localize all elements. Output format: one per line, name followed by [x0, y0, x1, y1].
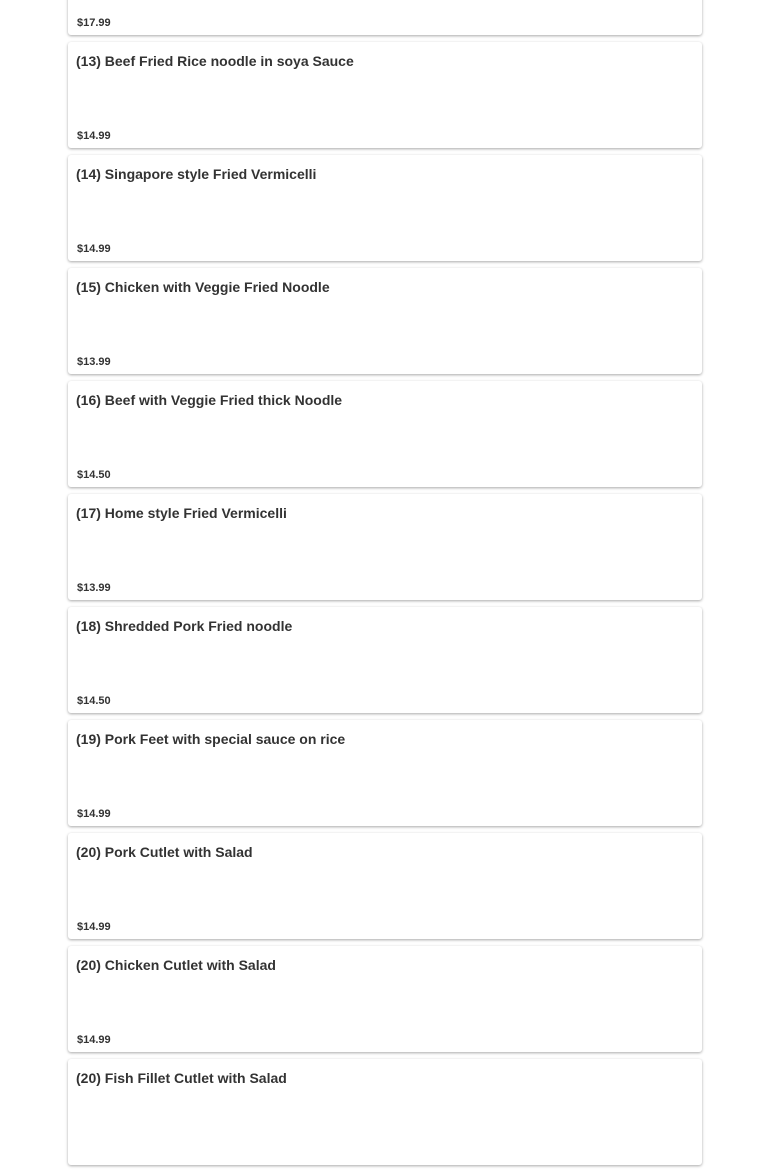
- menu-item-card[interactable]: [68, 1059, 702, 1165]
- menu-item-name: (17) Home style Fried Vermicelli: [76, 505, 287, 521]
- menu-item-card[interactable]: [68, 720, 702, 826]
- menu-item-name: (15) Chicken with Veggie Fried Noodle: [76, 279, 330, 295]
- menu-item-price: $13.99: [77, 582, 111, 594]
- menu-item-card[interactable]: [68, 42, 702, 148]
- menu-item-card[interactable]: [68, 833, 702, 939]
- menu-item-name: (18) Shredded Pork Fried noodle: [76, 618, 293, 634]
- menu-item-list: [68, 0, 702, 1172]
- menu-item-card[interactable]: [68, 155, 702, 261]
- menu-item-card[interactable]: [68, 381, 702, 487]
- menu-item-price: $14.99: [77, 921, 111, 933]
- menu-item-price: $14.99: [77, 243, 111, 255]
- menu-item-card[interactable]: [68, 494, 702, 600]
- menu-item-name: (19) Pork Feet with special sauce on rice: [76, 731, 346, 747]
- menu-item-name: (16) Beef with Veggie Fried thick Noodle: [76, 392, 343, 408]
- menu-item-price: $14.99: [77, 1034, 111, 1046]
- menu-item-card[interactable]: [68, 607, 702, 713]
- menu-item-name: (13) Beef Fried Rice noodle in soya Sauce: [76, 53, 354, 69]
- menu-item-price: $14.99: [77, 130, 111, 142]
- menu-item-name: (14) Singapore style Fried Vermicelli: [76, 166, 317, 182]
- menu-item-card[interactable]: [68, 0, 702, 35]
- menu-item-price: $14.50: [77, 695, 111, 707]
- menu-item-price: $14.50: [77, 469, 111, 481]
- menu-item-price: $17.99: [77, 17, 111, 29]
- menu-item-name: (20) Chicken Cutlet with Salad: [76, 957, 276, 973]
- menu-item-price: $13.99: [77, 356, 111, 368]
- menu-item-price: $14.99: [77, 808, 111, 820]
- menu-item-card[interactable]: [68, 268, 702, 374]
- menu-item-name: (20) Pork Cutlet with Salad: [76, 844, 253, 860]
- menu-item-card[interactable]: [68, 946, 702, 1052]
- menu-item-name: (20) Fish Fillet Cutlet with Salad: [76, 1070, 287, 1086]
